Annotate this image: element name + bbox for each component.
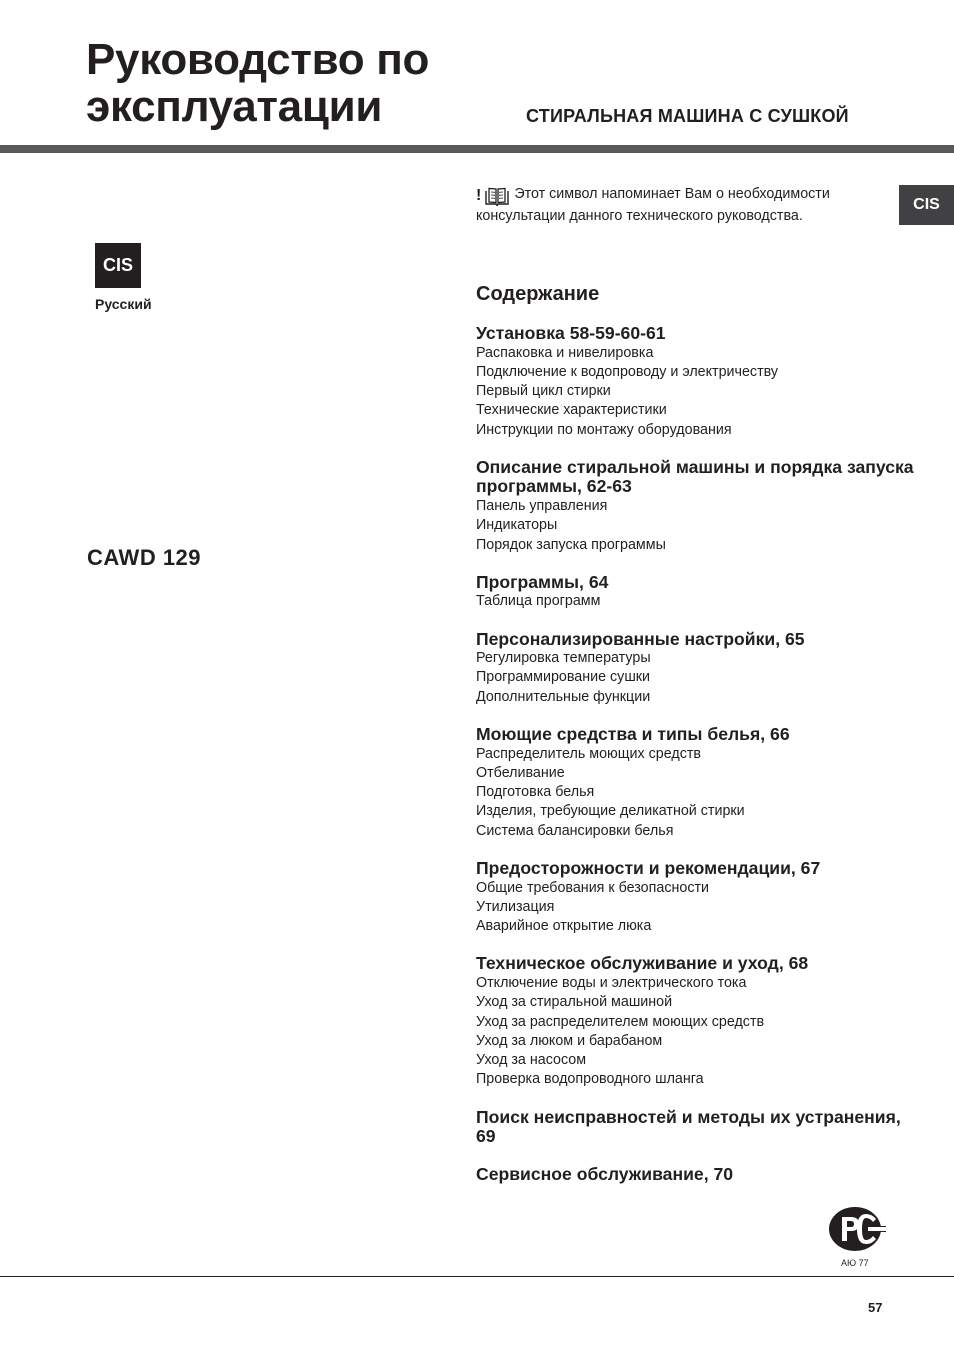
toc-item: Отбеливание	[476, 764, 565, 781]
toc-section	[476, 1165, 916, 1185]
notice-text: Этот символ напоминает Вам о необходимости консультации данного технического руководства.	[476, 186, 830, 224]
toc-item-list	[476, 497, 916, 555]
toc-item-list	[476, 879, 916, 937]
toc-section-title: Установка 58-59-60-61	[476, 323, 666, 343]
toc-item: Подключение к водопроводу и электричеству	[476, 363, 779, 380]
toc-section	[476, 458, 916, 555]
toc-item: Отключение воды и электрического тока	[476, 974, 747, 991]
book-icon	[484, 186, 510, 206]
rst-certification-logo	[828, 1205, 888, 1255]
toc-heading: Содержание	[476, 283, 600, 305]
toc-item: Инструкции по монтажу оборудования	[476, 421, 732, 438]
toc-item: Уход за насосом	[476, 1052, 587, 1069]
page-title-line-1: Руководство по	[86, 35, 430, 84]
toc-section-title: Описание стиральной машины и порядка запуска программы, 62-63	[476, 456, 914, 497]
toc-item: Подготовка белья	[476, 784, 595, 801]
table-of-contents	[476, 283, 916, 1202]
manual-notice	[476, 184, 876, 226]
language-label: Русский	[95, 296, 152, 312]
toc-item: Программирование сушки	[476, 669, 651, 686]
toc-item: Технические характеристики	[476, 402, 667, 419]
toc-item: Регулировка температуры	[476, 650, 651, 667]
toc-item: Общие требования к безопасности	[476, 879, 710, 896]
notice-symbol	[476, 186, 510, 206]
toc-item: Панель управления	[476, 497, 608, 514]
toc-item: Уход за стиральной машиной	[476, 994, 673, 1011]
toc-item: Первый цикл стирки	[476, 383, 611, 400]
header-divider	[0, 145, 954, 153]
cis-badge: CIS	[95, 243, 141, 288]
toc-section-title: Программы, 64	[476, 571, 609, 592]
toc-section	[476, 324, 916, 440]
toc-section	[476, 859, 916, 936]
toc-sections	[476, 324, 916, 1184]
model-name: CAWD 129	[87, 545, 202, 570]
page-title	[86, 36, 429, 130]
toc-section	[476, 725, 916, 841]
certification-code: АЮ 77	[841, 1258, 869, 1268]
toc-item: Индикаторы	[476, 517, 558, 534]
page-number: 57	[868, 1300, 883, 1315]
toc-section-title: Предосторожности и рекомендации, 67	[476, 858, 821, 879]
toc-item: Таблица программ	[476, 593, 601, 610]
exclamation-icon: !	[476, 187, 482, 204]
toc-section-title: Техническое обслуживание и уход, 68	[476, 953, 809, 974]
toc-item-list	[476, 745, 916, 841]
toc-item: Уход за люком и барабаном	[476, 1032, 663, 1049]
toc-item: Порядок запуска программы	[476, 536, 666, 553]
toc-item: Утилизация	[476, 898, 555, 915]
toc-section	[476, 630, 916, 707]
footer-divider	[0, 1276, 954, 1277]
toc-section-title: Сервисное обслуживание, 70	[476, 1163, 734, 1184]
toc-item: Уход за распределителем моющих средств	[476, 1013, 765, 1030]
toc-item: Изделия, требующие деликатной стирки	[476, 803, 745, 820]
toc-section-title: Поиск неисправностей и методы их устранения, 69	[476, 1106, 901, 1147]
toc-section-title: Персонализированные настройки, 65	[476, 628, 805, 649]
toc-item-list	[476, 974, 916, 1090]
side-language-tab: CIS	[899, 185, 954, 225]
toc-item: Распределитель моющих средств	[476, 745, 702, 762]
toc-item-list	[476, 344, 916, 440]
toc-section-title: Моющие средства и типы белья, 66	[476, 724, 790, 745]
toc-section	[476, 573, 916, 612]
toc-section	[476, 954, 916, 1089]
page-title-line-2: эксплуатации	[86, 82, 383, 131]
toc-section	[476, 1108, 916, 1147]
toc-item: Проверка водопроводного шланга	[476, 1071, 704, 1088]
toc-item: Дополнительные функции	[476, 688, 651, 705]
toc-item: Система балансировки белья	[476, 822, 674, 839]
toc-item: Аварийное открытие люка	[476, 918, 652, 935]
toc-item-list	[476, 649, 916, 707]
page-subtitle: СТИРАЛЬНАЯ МАШИНА С СУШКОЙ	[526, 106, 849, 126]
toc-item-list	[476, 592, 916, 611]
toc-item: Распаковка и нивелировка	[476, 344, 654, 361]
